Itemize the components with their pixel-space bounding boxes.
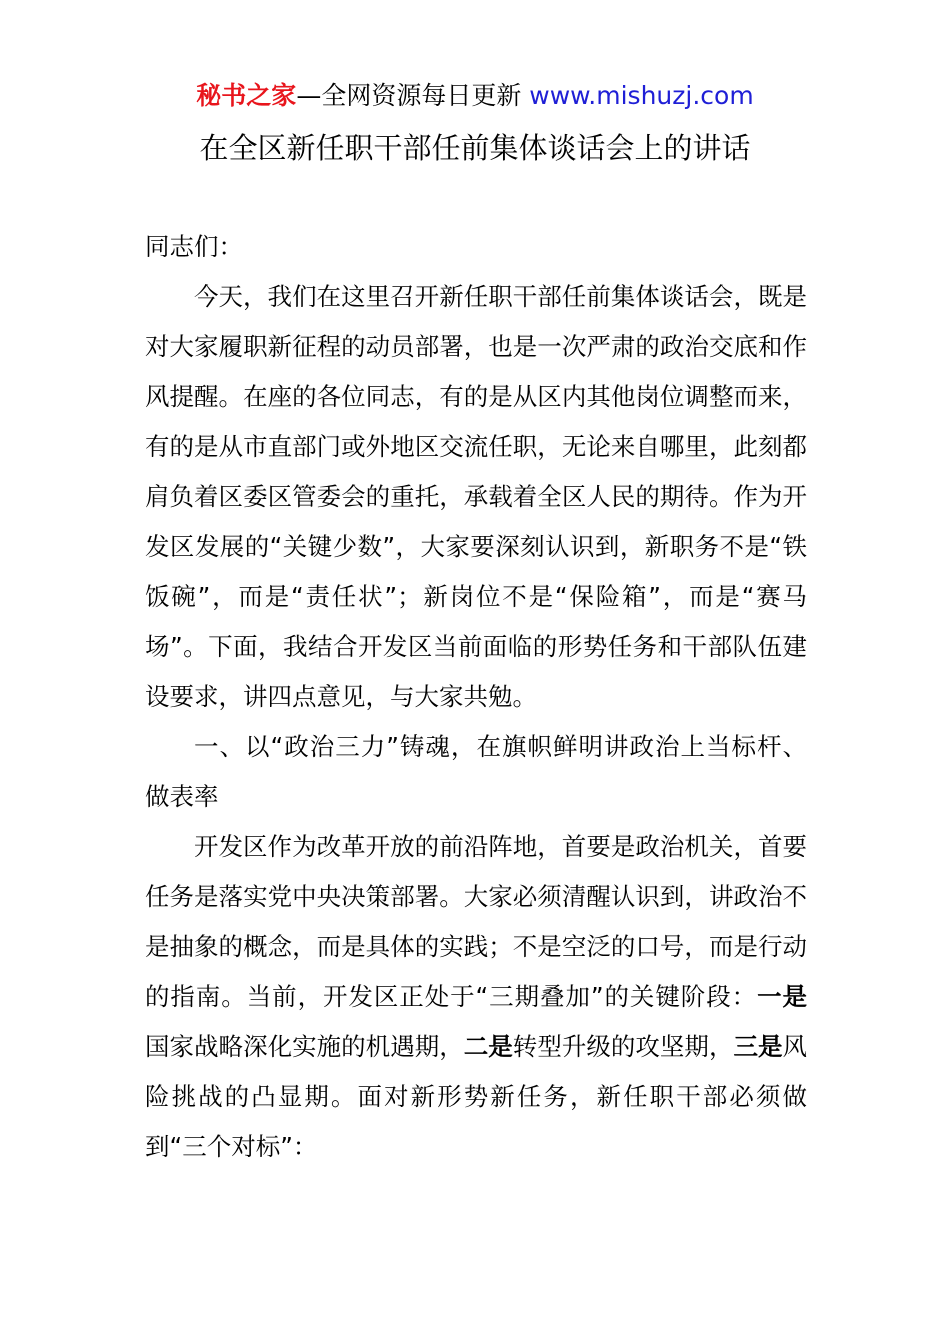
banner-tagline: —全网资源每日更新	[296, 81, 530, 110]
section-paragraph	[145, 822, 807, 1172]
salutation: 同志们：	[145, 232, 243, 261]
keyword-first: 一是	[757, 982, 808, 1011]
keyword-third: 三是	[733, 1032, 783, 1061]
section-text-first: 国家战略深化实施的机遇期，	[145, 1032, 464, 1061]
section-heading: 一、以“政治三力”铸魂，在旗帜鲜明讲政治上当标杆、做表率	[145, 732, 807, 811]
brand-name: 秘书之家	[196, 81, 297, 110]
intro-paragraph: 今天，我们在这里召开新任职干部任前集体谈话会，既是对大家履职新征程的动员部署，也是一次严肃的政治交底和作风提醒。在座的各位同志，有的是从区内其他岗位调整而来，有的是从市直部门或外地区交流任职，无论来自哪里，此刻都肩负着区委区管委会的重托，承载着全区人民的期待。作为开发区发展的“关键少数”，大家要深刻认识到，新职务不是“铁饭碗”，而是“责任状”；新岗位不是“保险箱”，而是“赛马场”。下面，我结合开发区当前面临的形势任务和干部队伍建设要求，讲四点意见，与大家共勉。	[145, 282, 807, 711]
document-title: 在全区新任职干部任前集体谈话会上的讲话	[199, 131, 751, 165]
section-lead-text: 开发区作为改革开放的前沿阵地，首要是政治机关，首要任务是落实党中央决策部署。大家必须清醒认识到，讲政治不是抽象的概念，而是具体的实践；不是空泛的口号，而是行动的指南。当前，开发区正处于“三期叠加”的关键阶段：	[145, 832, 807, 1011]
section-text-third: 风险挑战的凸显期。面对新形势新任务，新任职干部必须做到“三个对标”：	[145, 1032, 808, 1161]
document-body	[145, 222, 807, 1172]
keyword-second: 二是	[463, 1032, 513, 1061]
site-link[interactable]: www.mishuzj.com	[529, 81, 754, 110]
site-banner	[0, 80, 950, 112]
section-text-second: 转型升级的攻坚期，	[512, 1032, 734, 1061]
